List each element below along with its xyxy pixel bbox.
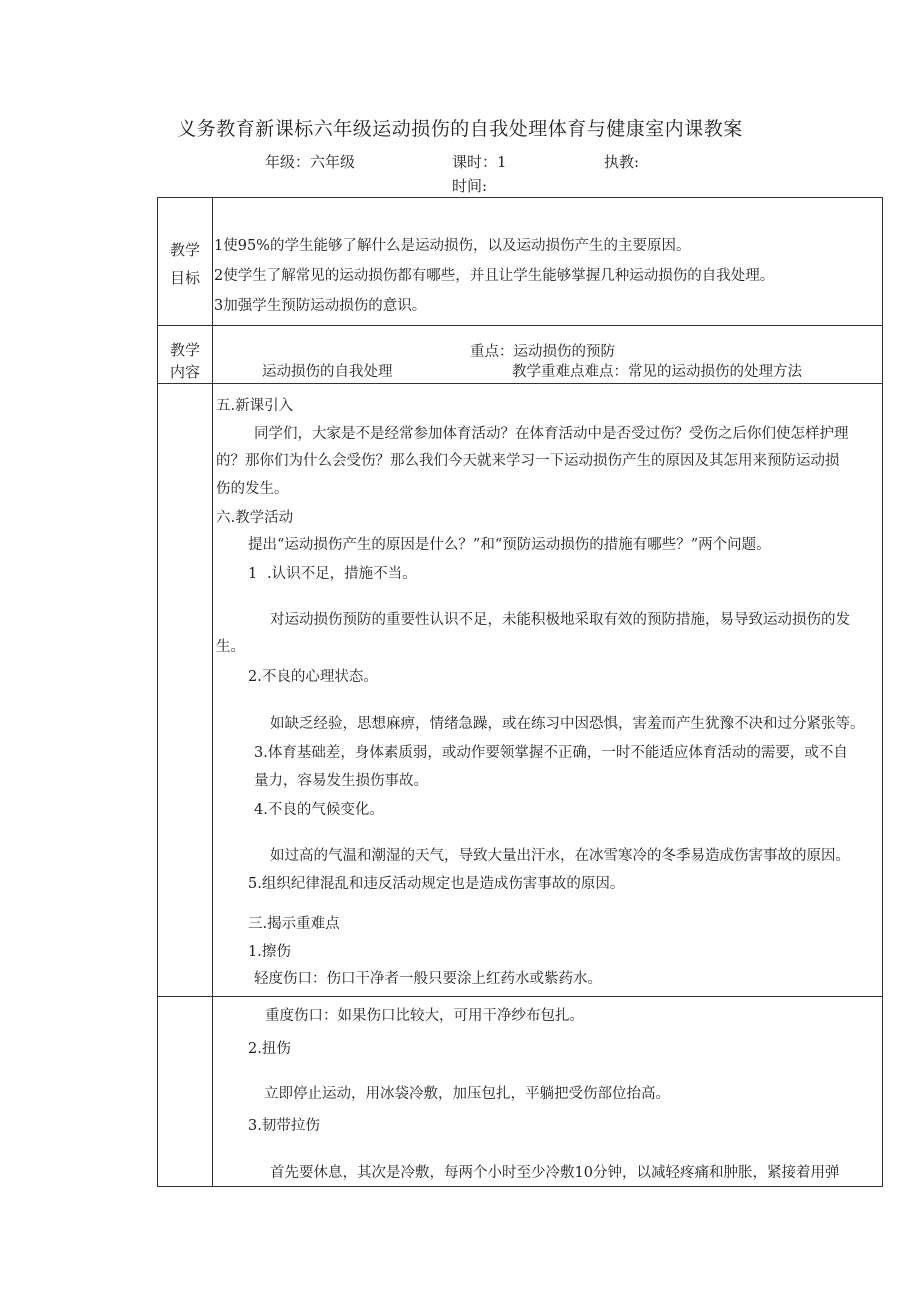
document-title: 义务教育新课标六年级运动损伤的自我处理体育与健康室内课教案	[177, 118, 743, 140]
grade-label: 年级：六年级	[265, 153, 356, 171]
paragraph-line: 的？那你们为什么会受伤？那么我们今天就来学习一下运动损伤产生的原因及其怎用来预防运动损	[216, 453, 840, 469]
cause-1-number: 1	[248, 566, 258, 582]
key-point: 重点：运动损伤的预防	[470, 344, 615, 360]
teacher-label: 执教:	[604, 153, 640, 171]
injury-1-light: 轻度伤口：伤口干净者一般只要涂上红药水或紫药水。	[254, 971, 602, 987]
injury-2-heading: 2.扭伤	[248, 1041, 291, 1057]
cause-3: 3.体育基础差，身体素质弱，或动作要领掌握不正确，一时不能适应体育活动的需要，或不自	[254, 745, 848, 761]
activity-intro: 提出“运动损伤产生的原因是什么？”和“预防运动损伤的措施有哪些？”两个问题。	[248, 537, 771, 553]
objective-1: 1使95%的学生能够了解什么是运动损伤，以及运动损伤产生的主要原因。	[214, 238, 691, 254]
cause-4: 4.不良的气候变化。	[254, 802, 384, 818]
injury-3-desc: 首先要休息，其次是冷敷，每两个小时至少冷敷10分钟，以减轻疼痛和肿胀，紧接着用弹	[270, 1165, 840, 1181]
cause-1-desc: 对运动损伤预防的重要性认识不足，未能积极地采取有效的预防措施，易导致运动损伤的发	[270, 612, 850, 628]
cause-2: 2.不良的心理状态。	[248, 669, 378, 685]
period-label: 课时：1	[452, 153, 507, 171]
objective-2: 2使学生了解常见的运动损伤都有哪些，并且让学生能够掌握几种运动损伤的自我处理。	[214, 268, 775, 284]
paragraph-line: 伤的发生。	[216, 481, 289, 497]
cause-3: 量力，容易发生损伤事故。	[254, 773, 428, 789]
cause-2-desc: 如缺乏经验，思想麻痹，情绪急躁，或在练习中因恐惧，害羞而产生犹豫不决和过分紧张等。	[270, 716, 865, 732]
injury-1-heavy: 重度伤口：如果伤口比较大，可用干净纱布包扎。	[265, 1008, 584, 1024]
injury-3-heading: 3.韧带拉伤	[248, 1118, 320, 1134]
cause-1-desc: 生。	[216, 639, 245, 655]
cause-4-desc: 如过高的气温和潮湿的天气，导致大量出汗水，在冰雪寒冷的冬季易造成伤害事故的原因。	[270, 848, 850, 864]
injury-2-desc: 立即停止运动，用冰袋冷敷，加压包扎，平躺把受伤部位抬高。	[264, 1086, 670, 1102]
paragraph-line: 同学们，大家是不是经常参加体育活动？在体育活动中是否受过伤？受伤之后你们使怎样护理	[254, 426, 849, 442]
section-6-heading: 六.教学活动	[216, 510, 294, 526]
time-label: 时间:	[452, 177, 488, 195]
lesson-topic: 运动损伤的自我处理	[262, 364, 393, 380]
content-label: 教学 内容	[169, 341, 200, 381]
section-5-heading: 五.新课引入	[216, 398, 294, 414]
difficulty: 教学重难点难点：常见的运动损伤的处理方法	[512, 364, 802, 380]
objectives-label: 教学 目标	[169, 241, 200, 287]
injury-1-heading: 1.擦伤	[248, 944, 291, 960]
cause-5: 5.组织纪律混乱和违反活动规定也是造成伤害事故的原因。	[248, 876, 625, 892]
section-3-heading: 三.揭示重难点	[248, 916, 340, 932]
objective-3: 3加强学生预防运动损伤的意识。	[214, 298, 427, 314]
cause-1: .认识不足，措施不当。	[267, 566, 417, 582]
